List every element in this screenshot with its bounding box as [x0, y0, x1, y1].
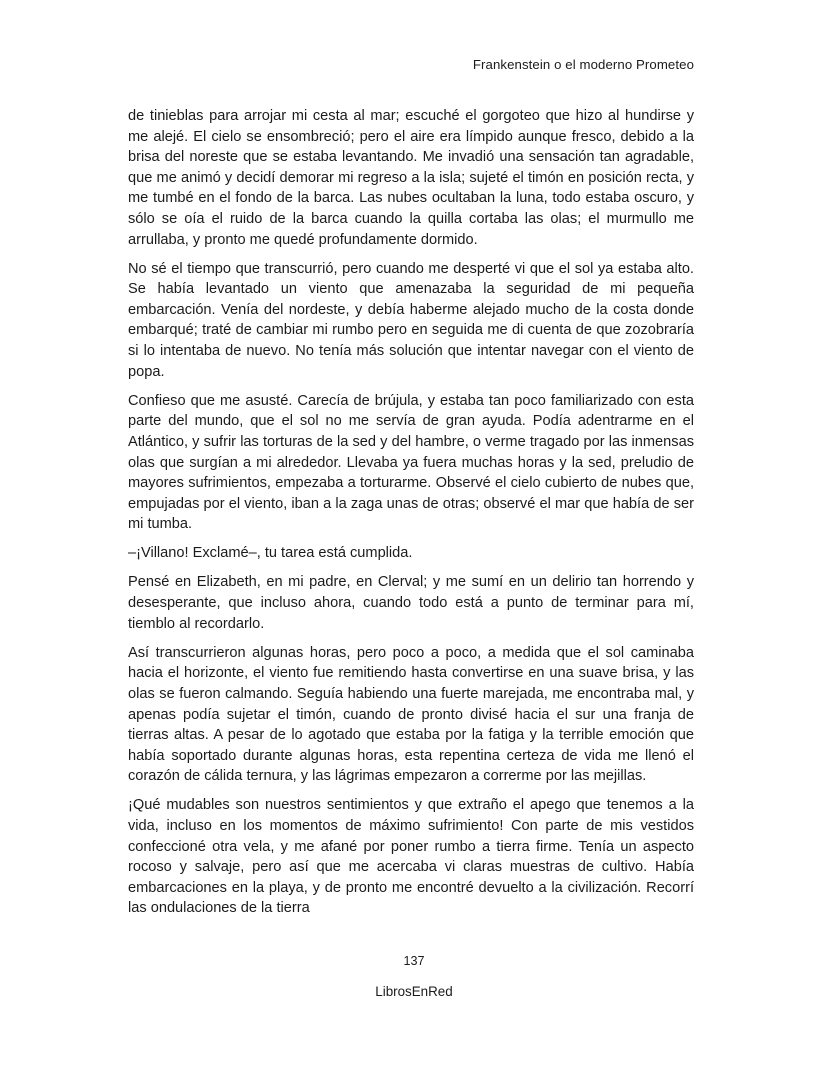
paragraph: Así transcurrieron algunas horas, pero poco a poco, a medida que el sol caminaba hacia el horizonte, el viento fue remitiendo hasta convertirse en una suave brisa, y las olas se fueron calmando. Seguía habiendo una fuerte marejada, me encontraba mal, y apenas podía sujetar el timón, cuando de pronto divisé hacia el sur una franja de tierras altas. A pesar de lo agotado que estaba por la fatiga y la terrible emoción que había soportado durante algunas horas, esta repentina certeza de vida me llenó el corazón de cálida ternura, y las lágrimas empezaron a correrme por las mejillas.: [128, 644, 694, 785]
paragraph: de tinieblas para arrojar mi cesta al mar; escuché el gorgoteo que hizo al hundirse y me alejé. El cielo se ensombreció; pero el aire era límpido aunque fresco, debido a la brisa del noreste que se estaba levantando. Me invadió una sensación tan agradable, que me animó y decidí demorar mi regreso a la isla; sujeté el timón en posición recta, y me tumbé en el fondo de la barca. Las nubes ocultaban la luna, todo estaba oscuro, y sólo se oía el ruido de la barca cuando la quilla cortaba las olas; el murmullo me arrullaba, y pronto me quedé profundamente dormido.: [128, 108, 694, 248]
running-header: Frankenstein o el moderno Prometeo: [472, 57, 694, 72]
paragraph: ¡Qué mudables son nuestros sentimientos y que extraño el apego que tenemos a la vida, incluso en los momentos de máximo sufrimiento! Con parte de mis vestidos confeccioné otra vela, y me afané por poner rumbo a tierra firme. Tenía un aspecto rocoso y salvaje, pero así que me acercaba vi claras muestras de cultivo. Había embarcaciones en la playa, y de pronto me encontré devuelto a la civilización. Recorrí las ondulaciones de la tierra: [128, 797, 694, 917]
paragraph: Confieso que me asusté. Carecía de brújula, y estaba tan poco familiarizado con esta parte del mundo, que el sol no me servía de gran ayuda. Podía adentrarme en el Atlántico, y sufrir las torturas de la sed y del hambre, o verme tragado por las inmensas olas que surgían a mi alrededor. Llevaba ya fuera muchas horas y la sed, preludio de mayores sufrimientos, empezaba a torturarme. Observé el cielo cubierto de nubes que, empujadas por el viento, iban a la zaga unas de otras; observé el mar que había de ser mi tumba.: [128, 392, 694, 533]
page-number: 137: [403, 954, 425, 968]
publisher-imprint: LibrosEnRed: [375, 984, 453, 999]
body-text-block: [128, 106, 694, 919]
paragraph: No sé el tiempo que transcurrió, pero cuando me desperté vi que el sol ya estaba alto. Se había levantado un viento que amenazaba la seguridad de mi pequeña embarcación. Venía del nordeste, y debía haberme alejado mucho de la costa donde embarqué; traté de cambiar mi rumbo pero en seguida me di cuenta de que zozobraría si lo intentaba de nuevo. No tenía más solución que intentar navegar con el viento de popa.: [128, 260, 694, 380]
paragraph: Pensé en Elizabeth, en mi padre, en Clerval; y me sumí en un delirio tan horrendo y desesperante, que incluso ahora, cuando todo está a punto de terminar para mí, tiemblo al recordarlo.: [128, 574, 694, 632]
paragraph-dialogue: –¡Villano! Exclamé–, tu tarea está cumplida.: [128, 545, 413, 562]
